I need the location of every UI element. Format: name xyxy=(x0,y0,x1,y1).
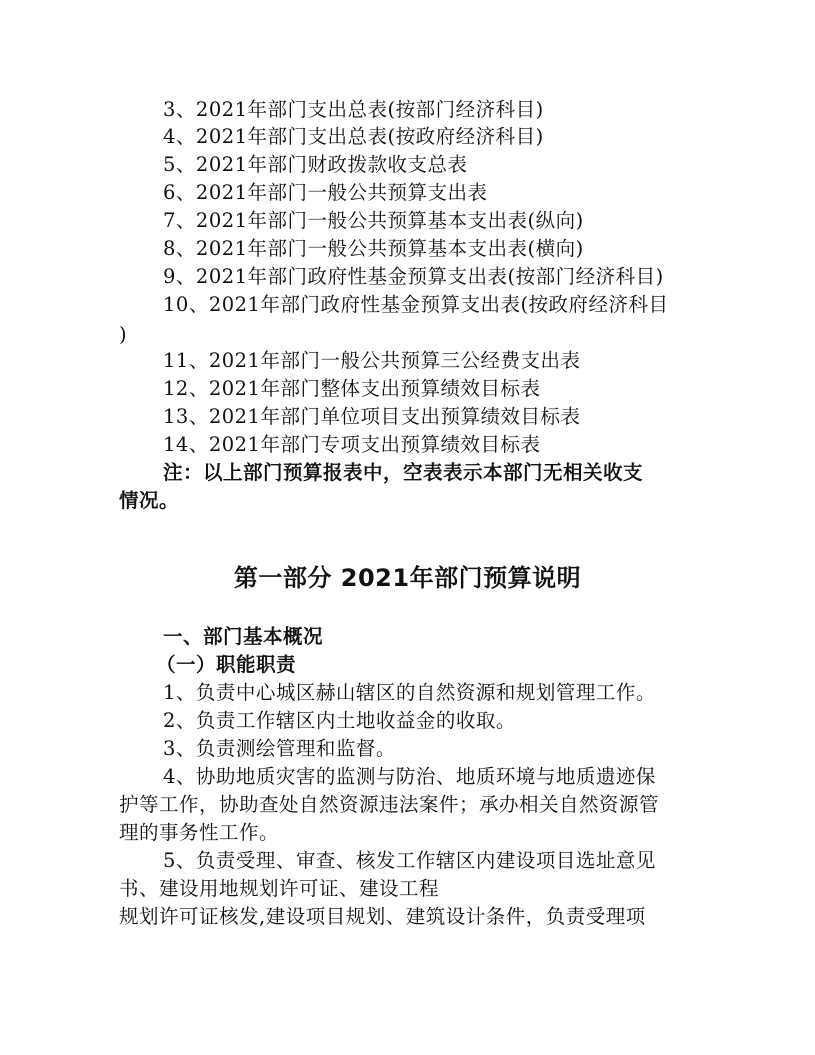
list-item: 9、2021年部门政府性基金预算支出表(按部门经济科目) xyxy=(163,265,664,288)
paragraph-line: 书、建设用地规划许可证、建设工程 xyxy=(119,877,440,900)
list-item: 10、2021年部门政府性基金预算支出表(按政府经济科目 xyxy=(163,293,669,316)
list-item: 14、2021年部门专项支出预算绩效目标表 xyxy=(163,433,541,456)
paragraph-line: 3、负责测绘管理和监督。 xyxy=(163,737,396,760)
paragraph-line: 4、协助地质灾害的监测与防治、地质环境与地质遗迹保 xyxy=(163,765,656,788)
section-heading: 一、部门基本概况 xyxy=(163,625,324,648)
list-item: 13、2021年部门单位项目支出预算绩效目标表 xyxy=(163,405,581,428)
list-item: 5、2021年部门财政拨款收支总表 xyxy=(163,153,468,176)
paragraph-line: 1、负责中心城区赫山辖区的自然资源和规划管理工作。 xyxy=(163,681,656,704)
list-item: 7、2021年部门一般公共预算基本支出表(纵向) xyxy=(163,209,584,232)
list-item: 11、2021年部门一般公共预算三公经费支出表 xyxy=(163,349,581,372)
list-item: 8、2021年部门一般公共预算基本支出表(横向) xyxy=(163,237,584,260)
note-line: 注：以上部门预算报表中，空表表示本部门无相关收支 xyxy=(163,461,644,484)
section-subheading: （一）职能职责 xyxy=(156,653,297,676)
list-item: 6、2021年部门一般公共预算支出表 xyxy=(163,181,488,204)
paragraph-line: 理的事务性工作。 xyxy=(119,821,280,844)
paragraph-line: 2、负责工作辖区内土地收益金的收取。 xyxy=(163,709,516,732)
paragraph-line: 规划许可证核发,建设项目规划、建筑设计条件，负责受理项 xyxy=(119,905,646,928)
list-item: 3、2021年部门支出总表(按部门经济科目) xyxy=(163,98,544,121)
part-title: 第一部分 2021年部门预算说明 xyxy=(233,564,582,592)
note-line: 情况。 xyxy=(119,489,180,512)
paragraph-line: 5、负责受理、审查、核发工作辖区内建设项目选址意见 xyxy=(163,849,656,872)
list-item-continuation: ) xyxy=(119,323,128,346)
paragraph-line: 护等工作，协助查处自然资源违法案件；承办相关自然资源管 xyxy=(119,793,660,816)
list-item: 12、2021年部门整体支出预算绩效目标表 xyxy=(163,377,541,400)
list-item: 4、2021年部门支出总表(按政府经济科目) xyxy=(163,125,544,148)
